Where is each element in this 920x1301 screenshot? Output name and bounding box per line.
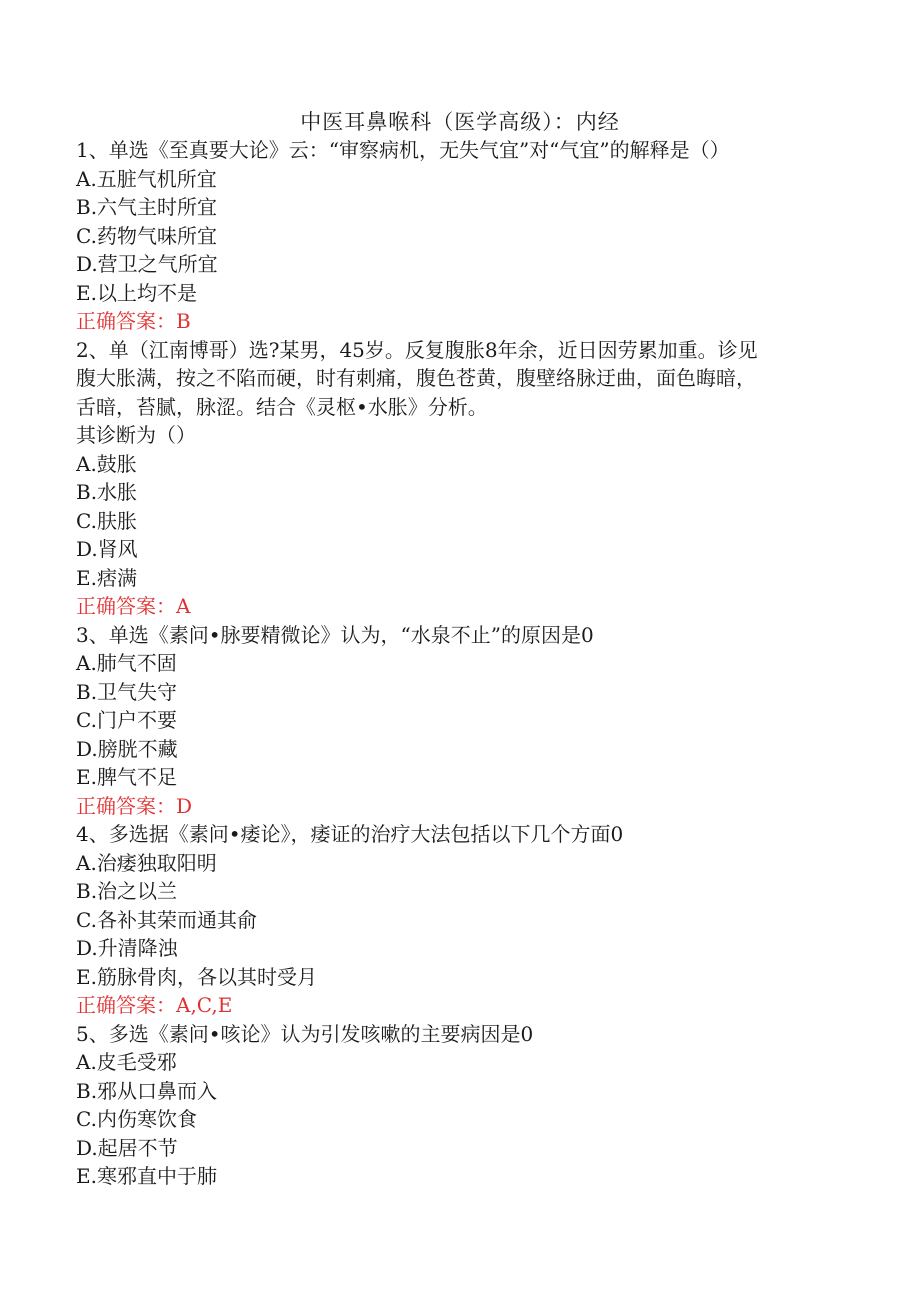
option-c: C.门户不要	[76, 708, 177, 732]
option-d: D.起居不节	[76, 1135, 178, 1160]
option-d: D.升清降浊	[76, 936, 178, 960]
option-e: E.痞满	[76, 565, 137, 590]
answer-value: B	[176, 309, 191, 333]
option-d: D.膀胱不藏	[76, 736, 178, 761]
question-text: 3、单选《素问•脉要精微论》认为，“水泉不止”的原因是0	[76, 622, 594, 647]
answer-value: A,C,E	[176, 993, 233, 1017]
question-5	[76, 1020, 836, 1191]
page-title: 中医耳鼻喉科（医学高级）：内经	[300, 110, 620, 134]
option-a: A.肺气不固	[76, 651, 177, 675]
question-1	[76, 136, 836, 336]
question-text: 1、单选《至真要大论》云：“审察病机，无失气宜”对“气宜”的解释是（）	[76, 138, 730, 162]
option-e: E.筋脉骨肉，各以其时受月	[76, 964, 317, 989]
option-b: B.邪从口鼻而入	[76, 1078, 218, 1103]
question-text: 5、多选《素问•咳论》认为引发咳嗽的主要病因是0	[76, 1021, 534, 1046]
correct-answer	[76, 991, 836, 1020]
correct-answer	[76, 307, 836, 336]
option-a: A.皮毛受邪	[76, 1050, 177, 1074]
correct-answer	[76, 792, 836, 821]
question-text-line-1: 2、单（江南博哥）选?某男，45岁。反复腹胀8年余，近日因劳累加重。诊见	[76, 337, 758, 362]
answer-value: A	[176, 594, 191, 618]
question-text-line-3: 舌暗，苔腻，脉涩。结合《灵枢•水胀》分析。	[76, 394, 488, 419]
question-4	[76, 820, 836, 1020]
option-d: D.肾风	[76, 537, 138, 561]
option-c: C.药物气味所宜	[76, 223, 217, 248]
answer-label: 正确答案：	[76, 594, 176, 618]
option-c: C.肤胀	[76, 508, 137, 533]
question-text-line-2: 腹大胀满，按之不陷而硬，时有刺痛，腹色苍黄，腹壁络脉迂曲，面色晦暗，	[76, 366, 756, 390]
option-e: E.脾气不足	[76, 765, 177, 789]
answer-label: 正确答案：	[76, 993, 176, 1017]
question-text: 4、多选据《素问•痿论》，痿证的治疗大法包括以下几个方面0	[76, 822, 624, 846]
option-d: D.营卫之气所宜	[76, 252, 218, 276]
option-a: A.治痿独取阳明	[76, 850, 217, 875]
option-e: E.寒邪直中于肺	[76, 1164, 217, 1188]
option-e: E.以上均不是	[76, 280, 197, 305]
question-3	[76, 621, 836, 821]
option-b: B.水胀	[76, 480, 138, 504]
option-a: A.五脏气机所宜	[76, 166, 217, 191]
question-2	[76, 336, 836, 621]
question-list	[76, 136, 836, 1191]
option-c: C.内伤寒饮食	[76, 1107, 197, 1131]
option-b: B.卫气失守	[76, 679, 178, 704]
option-c: C.各补其荣而通其俞	[76, 907, 257, 932]
correct-answer	[76, 592, 836, 621]
answer-value: D	[176, 793, 193, 818]
question-text-line-4: 其诊断为（）	[76, 423, 196, 447]
option-a: A.鼓胀	[76, 451, 137, 476]
answer-label: 正确答案：	[76, 309, 176, 333]
option-b: B.治之以兰	[76, 879, 178, 903]
answer-label: 正确答案：	[76, 793, 176, 818]
option-b: B.六气主时所宜	[76, 195, 218, 219]
